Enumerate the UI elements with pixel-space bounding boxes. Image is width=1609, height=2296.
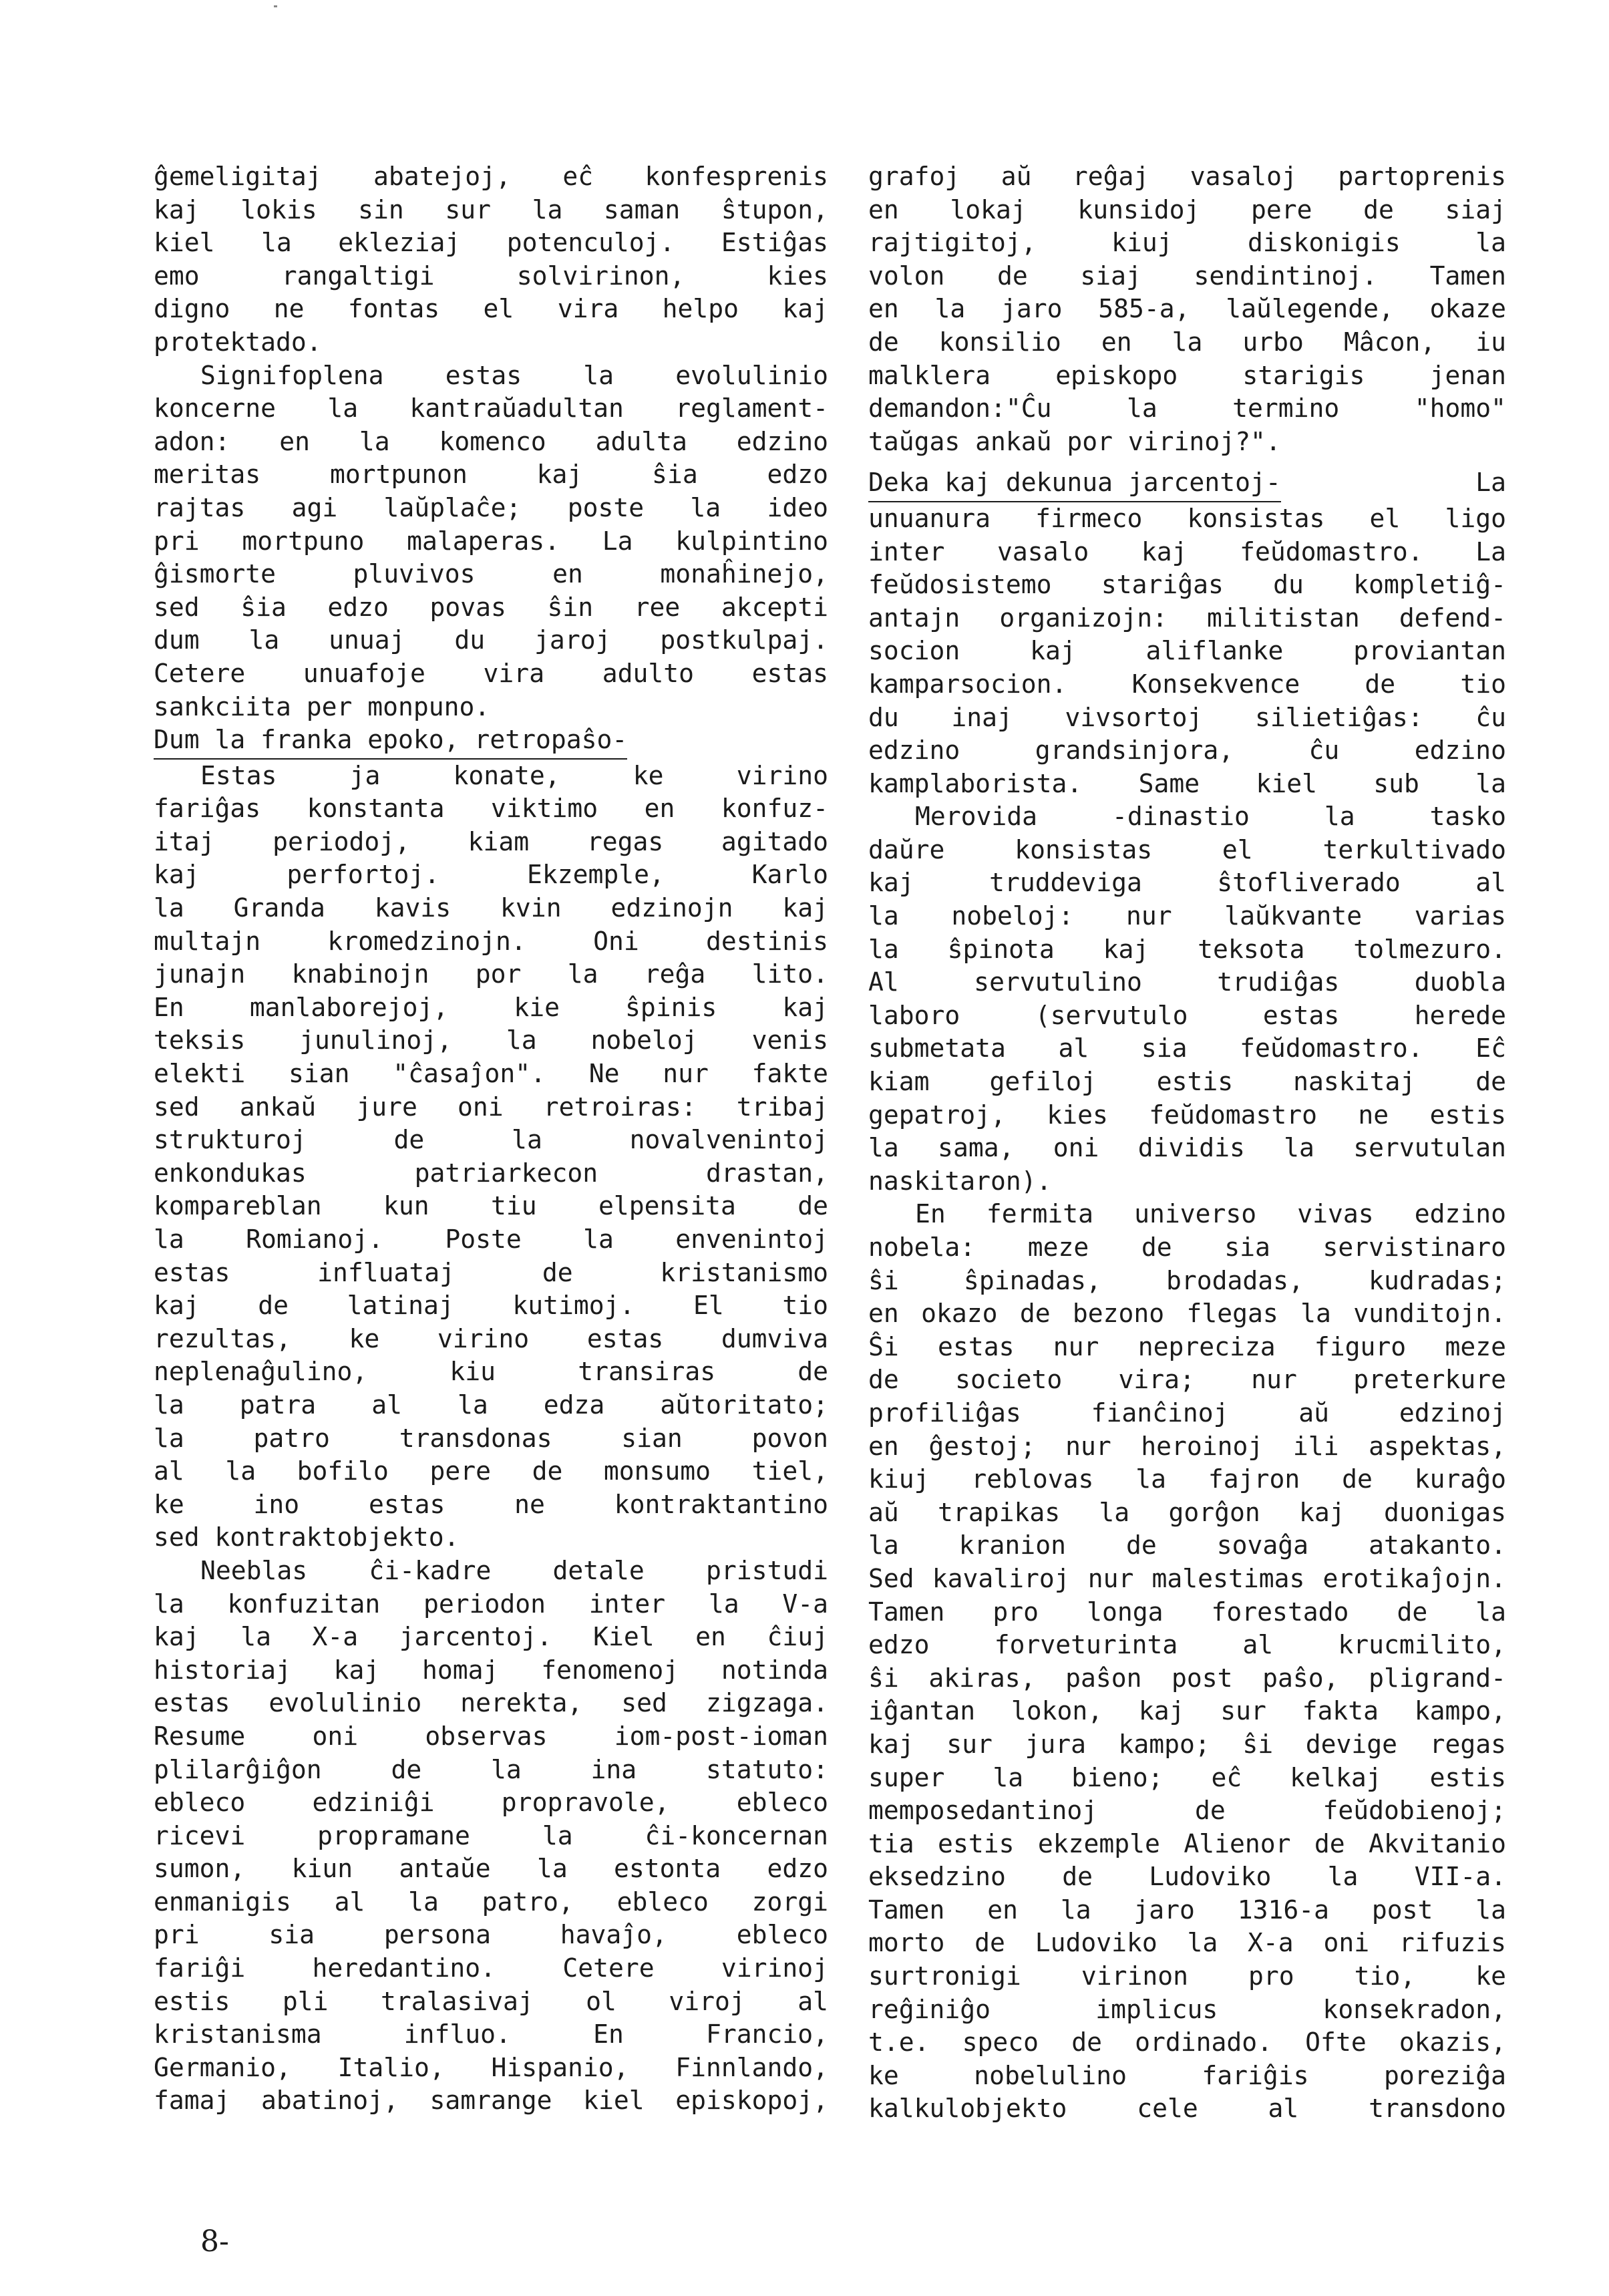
text-line: edzo forveturinta al krucmilito, [868,1630,1506,1660]
text-line: tia estis ekzemple Alienor de Akvitanio [868,1828,1506,1858]
text-line: ĝismorte pluvivos en monaĥinejo, [154,559,828,589]
text-line: plilarĝiĝon de la ina statuto: [154,1754,828,1784]
text-line: famaj abatinoj, samrange kiel episkopoj, [154,2086,828,2116]
text-line: En manlaborejoj, kie ŝpinis kaj [154,992,828,1022]
text-line: ĝemeligitaj abatejoj, eĉ konfesprenis [154,162,828,191]
section-heading-frankish-epoch [154,723,828,760]
text-line: rajtas agi laŭplaĉe; poste la ideo [154,492,828,522]
text-line: aŭ trapikas la gorĝon kaj duonigas [868,1497,1506,1527]
text-line: kamparsocion. Konsekvence de tio [868,669,1506,699]
text-line: ricevi propramane la ĉi-koncernan [154,1820,828,1850]
right-column [868,160,1506,2126]
text-line: protektado. [154,327,322,357]
text-line: kaj la X-a jarcentoj. Kiel en ĉiuj [154,1622,828,1652]
text-line: volon de siaj sendintinoj. Tamen [868,261,1506,291]
text-line: Tamen en la jaro 1316-a post la [868,1895,1506,1925]
text-line: super la bieno; eĉ kelkaj estis [868,1762,1506,1792]
text-line: en lokaj kunsidoj pere de siaj [868,194,1506,224]
text-line: En fermita universo vivas edzino [915,1199,1506,1229]
text-line: Estas ja konate, ke virino [200,760,828,790]
text-line: antajn organizojn: militistan defend- [868,603,1506,633]
text-line: ŝi ŝpinadas, brodadas, kudradas; [868,1265,1506,1295]
text-line: memposedantinoj de feŭdobienoj; [868,1796,1506,1826]
text-line: socion kaj aliflanke proviantan [868,636,1506,666]
text-line: sed ŝia edzo povas ŝin ree akcepti [154,592,828,622]
text-line: kaj sur jura kampo; ŝi devige regas [868,1729,1506,1759]
text-line: la nobeloj: nur laŭkvante varias [868,901,1506,931]
text-line: la ŝpinota kaj teksota tolmezuro. [868,934,1506,964]
text-line: naskitaron). [868,1166,1052,1196]
text-line: la konfuzitan periodon inter la V-a [154,1589,828,1619]
left-column [154,160,828,2118]
text-line: pri sia persona havaĵo, ebleco [154,1920,828,1950]
text-line: la Romianoj. Poste la envenintoj [154,1224,828,1254]
text-line: ke nobelulino fariĝis poreziĝa [868,2060,1506,2090]
text-line: estis pli tralasivaj ol viroj al [154,1986,828,2016]
text-line: ke ino estas ne kontraktantino [154,1489,828,1519]
text-line: kompareblan kun tiu elpensita de [154,1191,828,1221]
text-line: junajn knabinojn por la reĝa lito. [154,959,828,989]
text-line: ebleco edziniĝi propravole, ebleco [154,1788,828,1818]
text-line: kaj lokis sin sur la saman ŝtupon, [154,194,828,224]
text-line: feŭdosistemo stariĝas du kompletiĝ- [868,570,1506,600]
text-line: daŭre konsistas el terkultivado [868,834,1506,864]
text-line: pri mortpuno malaperas. La kulpintino [154,526,828,556]
text-line: sed kontraktobjekto. [154,1522,460,1552]
text-line: rajtigitoj, kiuj diskonigis la [868,228,1506,258]
text-line: la patro transdonas sian povon [154,1423,828,1453]
text-line: de konsilio en la urbo Mâcon, iu [868,327,1506,357]
text-line: taŭgas ankaŭ por virinoj?". [868,426,1281,456]
text-line: malklera episkopo starigis jenan [868,360,1506,390]
text-line: Sed kavaliroj nur malestimas erotikaĵojn. [868,1563,1506,1593]
text-line: nobela: meze de sia servistinaro [868,1233,1506,1262]
text-line: submetata al sia feŭdomastro. Eĉ [868,1033,1506,1063]
text-line: al la bofilo pere de monsumo tiel, [154,1456,828,1486]
text-line: la kranion de sovaĝa atakanto. [868,1530,1506,1561]
text-line: digno ne fontas el vira helpo kaj [154,294,828,324]
text-line: kalkulobjekto cele al transdono [868,2094,1506,2124]
left-para-2 [154,359,828,724]
text-line: Al servutulino trudiĝas duobla [868,967,1506,997]
text-line: eksedzino de Ludoviko la VII-a. [868,1862,1506,1892]
section-heading-tenth-eleventh-centuries [868,466,1506,502]
left-para-4 [154,1554,828,2118]
section-heading-tail: La [1475,468,1506,498]
right-para-1 [868,160,1506,458]
text-line: neplenaĝulino, kiu transiras de [154,1357,828,1387]
text-line: itaj periodoj, kiam regas agitado [154,826,828,856]
text-line: t.e. speco de ordinado. Ofte okazis, [868,2027,1506,2058]
text-line: emo rangaltigi solvirinon, kies [154,261,828,291]
text-line: inter vasalo kaj feŭdomastro. La [868,536,1506,566]
text-line: Germanio, Italio, Hispanio, Finnlando, [154,2052,828,2082]
text-line: Tamen pro longa forestado de la [868,1597,1506,1627]
text-line: multajn kromedzinojn. Oni destinis [154,926,828,956]
text-line: estas evolulinio nerekta, sed zigzaga. [154,1688,828,1718]
text-line: laboro (servutulo estas herede [868,1000,1506,1030]
text-line: de societo vira; nur preterkure [868,1365,1506,1395]
text-line: dum la unuaj du jaroj postkulpaj. [154,625,828,655]
text-line: estas influataj de kristanismo [154,1257,828,1287]
text-line: ŝi akiras, paŝon post paŝo, pligrand- [868,1663,1506,1693]
text-line: demandon:"Ĉu la termino "homo" [868,393,1506,424]
text-line: unuanura firmeco konsistas el ligo [868,503,1506,533]
text-line: gepatroj, kies feŭdomastro ne estis [868,1100,1506,1130]
left-para-3 [154,760,828,1554]
text-line: en la jaro 585-a, laŭlegende, okaze [868,294,1506,324]
text-line: fariĝi heredantino. Cetere virinoj [154,1953,828,1983]
text-line: Merovida -dinastio la tasko [915,802,1506,832]
text-line: adon: en la komenco adulta edzino [154,426,828,456]
right-para-2 [868,502,1506,800]
scan-speck [274,5,277,7]
section-heading-text: Deka kaj dekunua jarcentoj- [868,466,1281,502]
text-line: meritas mortpunon kaj ŝia edzo [154,460,828,490]
section-heading-text: Dum la franka epoko, retropaŝo- [154,723,627,760]
text-line: en ĝestoj; nur heroinoj ili aspektas, [868,1431,1506,1461]
text-line: fariĝas konstanta viktimo en konfuz- [154,794,828,824]
text-line: la sama, oni dividis la servutulan [868,1133,1506,1163]
text-line: historiaj kaj homaj fenomenoj notinda [154,1655,828,1685]
text-line: grafoj aŭ reĝaj vasaloj partoprenis [868,162,1506,191]
text-line: enkondukas patriarkecon drastan, [154,1158,828,1188]
left-para-1 [154,160,828,359]
text-line: surtronigi virinon pro tio, ke [868,1961,1506,1991]
text-line: kiam gefiloj estis naskitaj de [868,1067,1506,1097]
text-line: koncerne la kantraŭadultan reglament- [154,393,828,424]
text-line: kamplaboristа. Same kiel sub la [868,768,1506,798]
text-line: sed ankaŭ jure oni retroiras: tribaj [154,1092,828,1122]
text-line: kaj truddeviga ŝtofliverado al [868,868,1506,898]
page-number: 8- [200,2225,229,2259]
text-line: elekti sian "ĉasaĵon". Ne nur fakte [154,1059,828,1089]
text-line: reĝiniĝo implicus konsekradon, [868,1994,1506,2024]
text-line: kristanisma influo. En Francio, [154,2019,828,2049]
text-line: du inaj vivsortoj silietiĝas: ĉu [868,702,1506,732]
text-line: la Granda kavis kvin edzinojn kaj [154,893,828,923]
right-para-3 [868,800,1506,1198]
text-line: iĝantan lokon, kaj sur fakta kampo, [868,1696,1506,1726]
right-para-4 [868,1198,1506,2126]
text-line: kiuj reblovas la fajron de kuraĝo [868,1464,1506,1494]
text-line: edzino grandsinjora, ĉu edzino [868,735,1506,766]
text-line: strukturoj de la novalvenintoj [154,1125,828,1155]
text-line: kaj de latinaj kutimoj. El tio [154,1291,828,1321]
text-line: kiel la ekleziaj potenculoj. Estiĝas [154,228,828,258]
text-line: Signifoplena estas la evolulinio [200,360,828,390]
text-line: Neeblas ĉi-kadre detale pristudi [200,1555,828,1585]
text-line: Resume oni observas iom-post-ioman [154,1721,828,1751]
text-line: en okazo de bezono flegas la vunditojn. [868,1299,1506,1329]
text-line: la patra al la edza aŭtoritato; [154,1389,828,1420]
text-line: enmanigis al la patro, ebleco zorgi [154,1887,828,1917]
text-line: kaj perfortoj. Ekzemple, Karlo [154,860,828,890]
text-line: profiliĝas fianĉinoj aŭ edzinoj [868,1398,1506,1428]
text-line: sumon, kiun antaŭe la estonta edzo [154,1854,828,1884]
text-line: morto de Ludoviko la X-a oni rifuzis [868,1928,1506,1958]
text-line: sankciita per monpuno. [154,691,490,721]
text-line: rezultas, ke virino estas dumviva [154,1323,828,1353]
text-line: teksis junulinoj, la nobeloj venis [154,1025,828,1055]
text-line: Ŝi estas nur nepreciza figuro meze [868,1331,1506,1361]
text-line: Cetere unuafoje vira adulto estas [154,658,828,688]
